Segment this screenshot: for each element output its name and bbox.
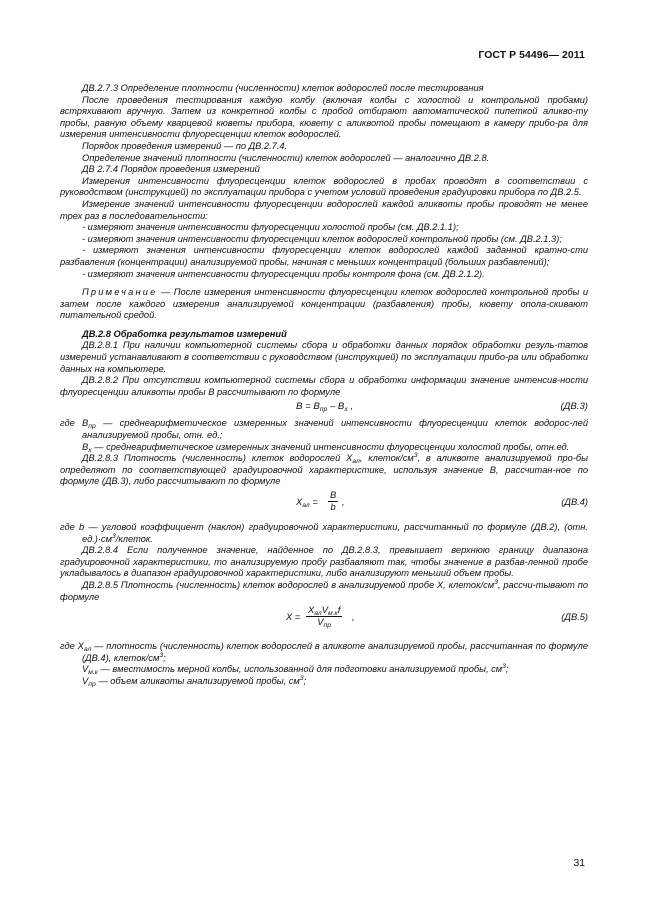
subsection-heading: ДВ 2.7.4 Порядок проведения измерений bbox=[82, 164, 260, 175]
variable-definition: $V_{пр}$ — объем аликвоты анализируемой пробы, $см^3$; bbox=[82, 674, 307, 688]
variable-definition: где $X_{ал}$ — плотность (численность) клеток водорослей в аликвоте анализируемой пробы, рассчитанная по формуле (ДВ.4), клеток/$см^3$; bbox=[60, 641, 588, 663]
formula-dv3 bbox=[60, 398, 588, 418]
list-item: - измеряют значения интенсивности флуоресценции клеток водорослей контрольной пробы (см. ДВ.2.1.3); bbox=[82, 233, 562, 244]
formula-lhs: X = bbox=[286, 612, 301, 623]
page-number: 31 bbox=[573, 858, 585, 869]
list-item: - измеряют значения интенсивности флуоресценции пробы контроля фона (см. ДВ.2.1.2). bbox=[82, 268, 485, 279]
paragraph: Измерение значений интенсивности флуоресценции водорослей каждой аликвоты пробы проводят не менее трех раз в последовательности: bbox=[60, 198, 588, 221]
paragraph: ДВ.2.8.4 Если полученное значение, найденное по ДВ.2.8.3, превышает верхнюю границу диапазона градуировочной характеристики, то анализируемую пробу разбавляют так, чтобы значение в разбав-ленной пробе укладывалось в диапазон градуировочной характеристики, либо анализируют меньший объем пробы. bbox=[60, 545, 588, 579]
paragraph: После проведения тестирования каждую колбу (включая колбы с холостой и контрольной пробами) встряхивают вручную. Затем из конкретной колбы с пробой отбирают автоматической пипеткой аликво-ту пробы, равную объему кварцевой кюветы прибора, кювету с аликвотой пробы помещают в камеру прибо-ра для измерения интенсивности флуоресценции клеток водорослей. bbox=[60, 94, 588, 140]
note-text: — После измерения интенсивности флуоресценции клеток водорослей контрольной пробы и затем после каждого измерения анализируемой концентрации (разбавления) пробы, кювету опола-скивают питательной средой. bbox=[60, 287, 588, 321]
formula-dv5: X = $X_{ал}V_{м.к}f$ $V_{пр}$ , (ДВ.5) bbox=[286, 605, 588, 630]
paragraph: Определение значений плотности (численности) клеток водорослей — аналогично ДВ.2.8. bbox=[82, 152, 490, 163]
variable-definition: где $B_{пр}$ — среднеарифметическое измеренных значений интенсивности флуоресценции клеток водорос-лей анализируемой пробы, отн. ед.; bbox=[60, 418, 588, 441]
paragraph: ДВ.2.8.1 При наличии компьютерной системы сбора и обработки данных порядок обработки резуль-татов измерений устанавливают в соответствии с руководством (инструкцией) по эксплуатации прибо-ра или обработки данных на компьютере. bbox=[60, 340, 588, 374]
formula-expression: $B = B_{пр} - B_х$ , bbox=[296, 401, 354, 414]
list-item: - измеряют значения интенсивности флуоресценции клеток водорослей каждой заданной кратно-сти разбавления (концентрации) анализируемой пробы, начиная с меньших концентраций (больших разбавлений); bbox=[60, 245, 588, 267]
formula-number: (ДВ.3) bbox=[560, 401, 588, 413]
paragraph: ДВ.2.8.3 Плотность (численность) клеток водорослей $X_{ал}$, клеток/$см^3$, в аликвоте анализируемой про-бы определяют по соответствующей градуировочной характеристике, используя значение B, рассчитан-ное по формуле (ДВ.3), либо рассчитывают по формуле bbox=[60, 452, 588, 487]
section-heading: ДВ.2.8 Обработка результатов измерений bbox=[82, 328, 287, 339]
variable-definition: $V_{м.к}$ — вместимость мерной колбы, использованной для подготовки анализируемой пробы, $см^3$; bbox=[82, 663, 509, 677]
paragraph: Порядок проведения измерений — по ДВ.2.7.4. bbox=[82, 140, 288, 151]
formula-number: (ДВ.5) bbox=[561, 612, 588, 623]
paragraph: ДВ.2.8.2 При отсутствии компьютерной системы сбора и обработки информации значение интенсив-ности флуоресценции аликвоты пробы B рассчитывают по формуле bbox=[60, 375, 588, 397]
variable-definition: где b — угловой коэффициент (наклон) градуировочной характеристики, рассчитанный по формуле (ДВ.2), (отн. $ед.)\cdot см^3$/клеток. bbox=[60, 522, 588, 544]
formula-number: (ДВ.4) bbox=[561, 497, 588, 507]
list-item: - измеряют значения интенсивности флуоресценции холостой пробы (см. ДВ.2.1.1); bbox=[82, 222, 459, 233]
formula-fraction: $X_{ал}V_{м.к}f$ $V_{пр}$ bbox=[308, 605, 341, 630]
note bbox=[60, 287, 588, 322]
standard-header: ГОСТ Р 54496— 2011 bbox=[478, 50, 585, 61]
paragraph: Измерения интенсивности флуоресценции клеток водорослей в пробах проводят в соответствии с руководством (инструкцией) по эксплуатации прибора с учетом условий проведения градуировки прибора по ДВ.2.5. bbox=[60, 175, 588, 198]
paragraph: ДВ.2.8.5 Плотность (численность) клеток водорослей в анализируемой пробе X, клеток/$см^3$, рассчи-тывают по формуле bbox=[60, 578, 588, 602]
subsection-heading: ДВ.2.7.3 Определение плотности (численности) клеток водорослей после тестирования bbox=[82, 83, 484, 93]
variable-definition: $B_х$ — среднеарифметическое измеренных значений интенсивности флуоресценции холостой пробы, отн.ед. bbox=[82, 441, 570, 454]
formula-lhs: $X_{ал}$ = bbox=[296, 497, 318, 509]
document-body bbox=[60, 83, 588, 688]
formula-fraction: $\frac{B}{b}$ bbox=[330, 490, 337, 512]
note-label: Примечание bbox=[82, 287, 158, 298]
formula-dv4: $X_{ал}$ = $\frac{B}{b}$ , (ДВ.4) bbox=[296, 490, 588, 512]
